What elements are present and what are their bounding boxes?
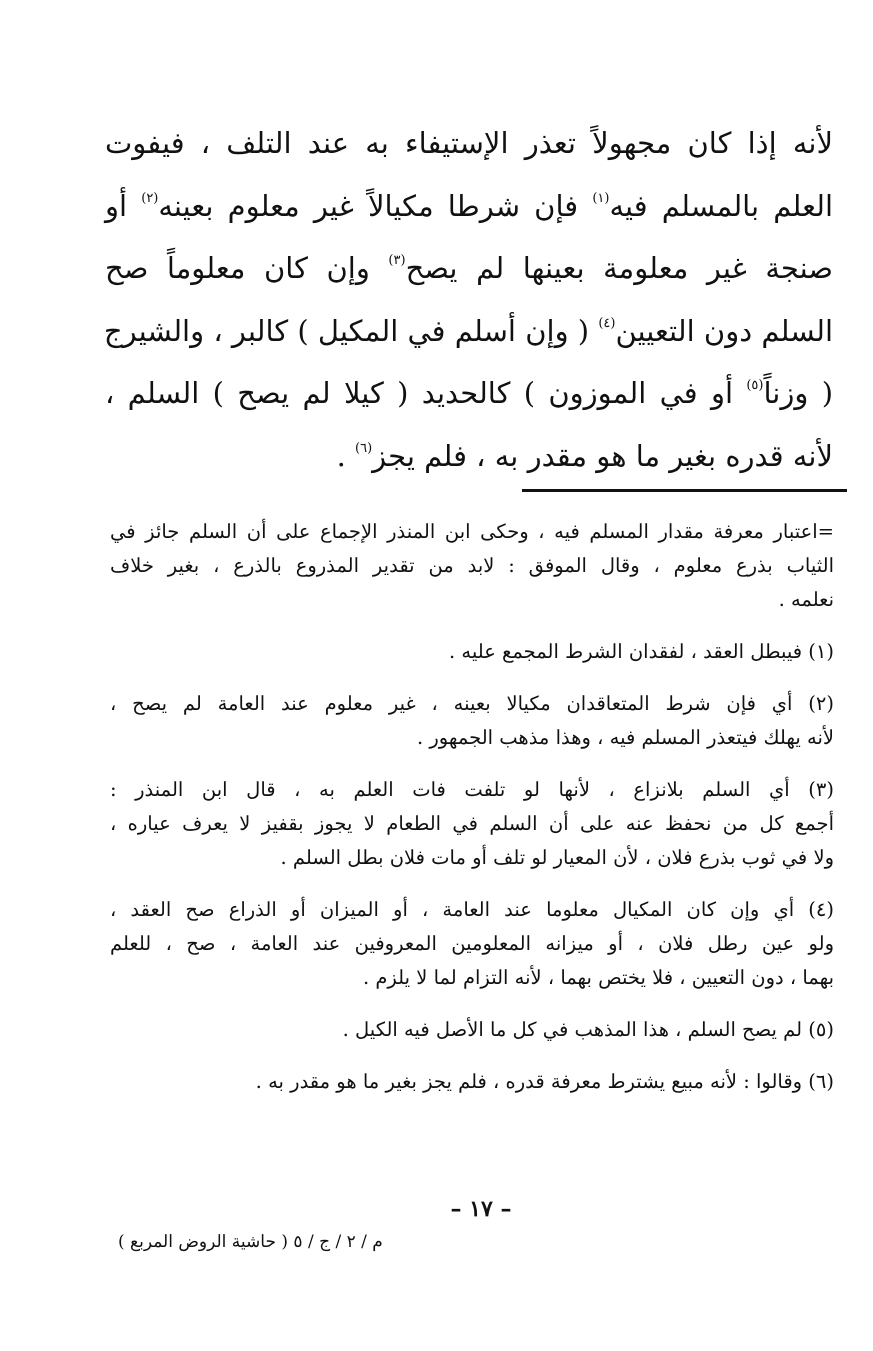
main-line: صنجة غير معلومة بعينها لم يصح$^{(٣)}$ وإن كان معلوماً صح	[105, 251, 834, 285]
footnote-line: نعلمه .	[778, 588, 834, 611]
footnote-3	[110, 773, 834, 875]
footnote-ref: (٦)	[355, 440, 373, 456]
footnote-4	[110, 893, 834, 995]
footnote-ref: (٣)	[388, 253, 406, 268]
main-text-block	[105, 112, 833, 487]
footnote-5	[110, 1013, 834, 1047]
main-line: ( وزناً$^{(٥)}$ أو في الموزون ) كالحديد ( كيلا لم يصح ) السلم ،	[105, 376, 834, 410]
footnote-continuation	[110, 515, 834, 617]
page-number: – ١٧ –	[450, 1196, 512, 1222]
footnote-line: =اعتبار معرفة مقدار المسلم فيه ، وحكى ابن المنذر الإجماع على أن السلم جائز في	[110, 520, 834, 543]
footnote-ref: (٤)	[598, 315, 616, 331]
signature-line: م / ٢ / ج / ٥ ( حاشية الروض المربع )	[118, 1232, 383, 1252]
footnote-line: (٦) وقالوا : لأنه مبيع يشترط معرفة قدره ، فلم يجز بغير ما هو مقدر به .	[255, 1070, 834, 1093]
footnote-1	[110, 635, 834, 669]
footnote-line: الثياب بذرع معلوم ، وقال الموفق : لابد من تقدير المذروع بالذرع ، بغير خلاف	[110, 554, 834, 577]
footnote-6	[110, 1065, 834, 1099]
footnote-line: ولا في ثوب بذرع فلان ، لأن المعيار لو تلف أو مات فلان بطل السلم .	[280, 846, 834, 869]
footnote-line: (١) فيبطل العقد ، لفقدان الشرط المجمع عليه .	[449, 640, 834, 663]
footnote-divider	[522, 489, 847, 492]
main-line: لأنه قدره بغير ما هو مقدر به ، فلم يجز$^{(٦)}$ .	[336, 438, 833, 473]
footnote-ref: (١)	[592, 190, 610, 206]
footnote-line: لأنه يهلك فيتعذر المسلم فيه ، وهذا مذهب الجمهور .	[416, 726, 834, 749]
footnote-ref: (٢)	[141, 190, 159, 206]
footnote-line: (٢) أي فإن شرط المتعاقدان مكيالا بعينه ، غير معلوم عند العامة لم يصح ،	[110, 692, 834, 715]
footnotes-block	[110, 515, 834, 1117]
footnote-line: ولو عين رطل فلان ، أو ميزانه المعلومين المعروفين عند العامة ، صح ، للعلم	[110, 932, 834, 955]
footnote-line: (٤) أي وإن كان المكيال معلوما عند العامة ، أو الميزان أو الذراع صح العقد ،	[110, 898, 834, 921]
main-line: السلم دون التعيين$^{(٤)}$ ( وإن أسلم في المكيل ) كالبر ، والشيرج	[103, 313, 833, 348]
footnote-line: (٣) أي السلم بلانزاع ، لأنها لو تلفت فات العلم به ، قال ابن المنذر :	[110, 778, 834, 801]
footnote-line: بهما ، دون التعيين ، فلا يختص بهما ، لأنه التزام لما لا يلزم .	[362, 966, 834, 989]
footnote-line: أجمع كل من نحفظ عنه على أن السلم في الطعام لا يجوز بقفيز لا يعرف عياره ،	[110, 812, 834, 835]
main-line: لأنه إذا كان مجهولاً تعذر الإستيفاء به عند التلف ، فيفوت	[105, 126, 833, 160]
footnote-ref: (٥)	[746, 378, 764, 393]
footnote-2	[110, 687, 834, 755]
footnote-line: (٥) لم يصح السلم ، هذا المذهب في كل ما الأصل فيه الكيل .	[342, 1018, 834, 1041]
main-line: العلم بالمسلم فيه$^{(١)}$ فإن شرطا مكيالاً غير معلوم بعينه$^{(٢)}$ أو	[105, 188, 834, 223]
